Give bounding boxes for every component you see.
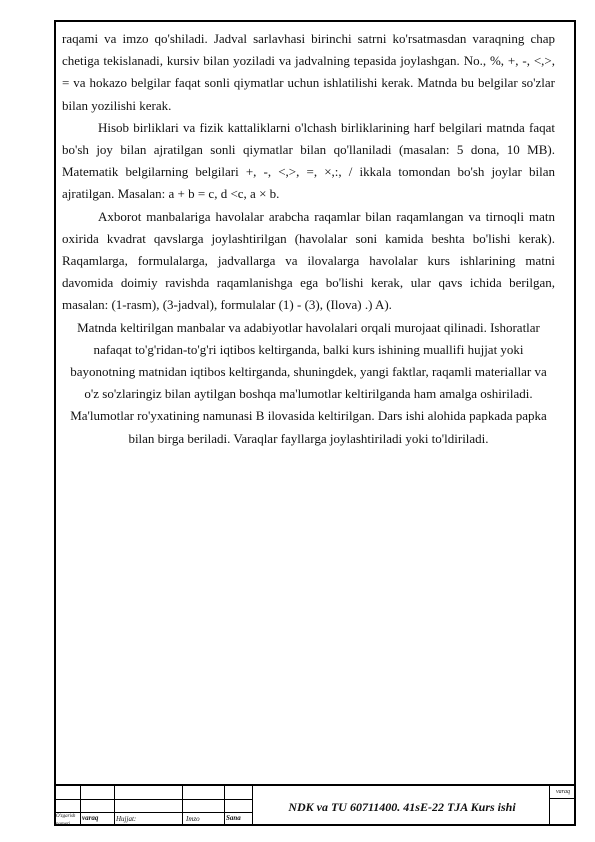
label-imzo: Imzo [186,815,200,823]
paragraph-3: Axborot manbalariga havolalar arabcha raqamlar bilan raqamlangan va tirnoqli matn oxirida kvadrat qavslarga joylashtirilgan (havolalar soni kamida beshta bo'lishi kerak). Raqamlarga, formulalarga, jadvallarga va ilovalarga havolalar kurs ishlarining matni davomida doimiy ravishda raqamlanishga ega bo'lishi kerak, ular qavs ichida berilgan, masalan: (1-rasm), (3-jadval), formulalar (1) - (3), (Ilova) .) A). [62,208,555,313]
document-body [62,28,555,450]
document-code-title: NDK va TU 60711400. 41sE-22 TJA Kurs ishi [288,800,516,814]
divider [54,812,252,813]
divider [182,786,183,826]
title-block [54,784,576,826]
label-varaq: varaq [82,814,99,822]
divider [80,786,81,826]
divider [224,786,225,826]
paragraph-1: raqami va imzo qo'shiladi. Jadval sarlavhasi birinchi satrni ko'rsatmasdan varaqning chap chetiga tekislanadi, kursiv bilan yoziladi va jadvalning tepasida joylashgan. No., %, +, -, <,>, = va hokazo belgilar faqat sonli qiymatlar uchun ishlatilishi kerak. Matnda bu belgilar so'zlar bilan yozilishi kerak. [62,31,555,113]
paragraph-2: Hisob birliklari va fizik kattaliklarni o'lchash birliklarining harf belgilari matnda faqat bo'sh joy bilan ajratilgan sonli qiymatlar bilan qo'llaniladi (masalan: 5 dona, 10 MB). Matematik belgilarning belgilari +, -, <,>, =, ×,:, / ikkala tomondan bo'sh joylar bilan ajratilgan. Masalan: a + b = c, d <c, a × b. [62,119,555,202]
label-ozgarish: O'zgarish [56,814,76,819]
divider [54,799,252,800]
divider [252,786,253,826]
divider [549,798,576,799]
label-hujjat: Hujjat: [116,815,137,823]
divider [114,786,115,826]
label-sana: Sana [226,814,241,822]
label-nomeri: nomeri [56,822,71,827]
paragraph-4: Matnda keltirilgan manbalar va adabiyotlar havolalari orqali murojaat qilinadi. Ishoratlar nafaqat to'g'ridan-to'g'ri iqtibos keltirganda, balki kurs ishining muallifi hujjat yoki bayonotning matnidan iqtibos keltirganda, shuningdek, yangi faktlar, raqamli materiallar va o'z so'zlaringiz bilan aytilgan boshqa ma'lumotlar keltirilganda ham amalga oshiriladi. Ma'lumotlar ro'yxatining namunasi B ilovasida keltirilgan. Dars ishi alohida papkada papka bilan birga beriladi. Varaqlar fayllarga joylashtiriladi yoki to'ldiriladi. [70,319,547,446]
label-varaq-right: varaq [556,789,570,795]
